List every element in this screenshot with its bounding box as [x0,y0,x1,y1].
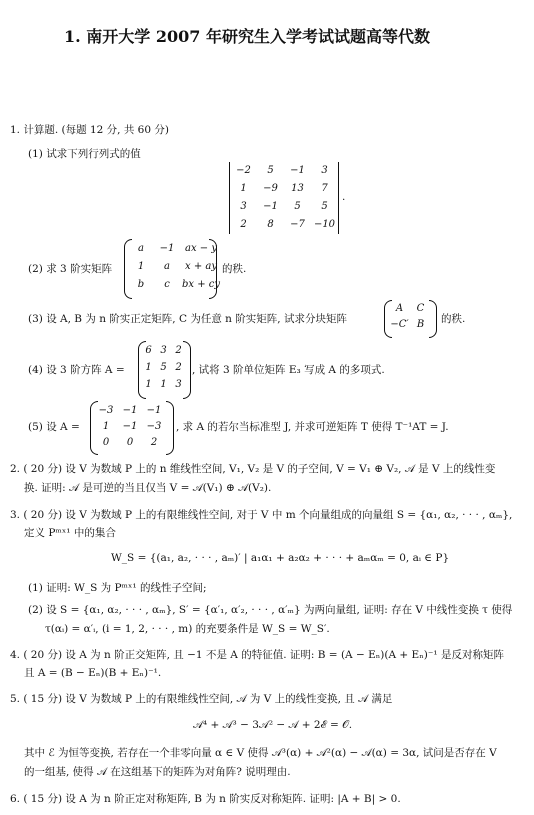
m4-cell: 3 [160,345,167,356]
m2-cell: c [164,279,170,290]
q1-p2-label: (2) 求 3 阶实矩阵 [28,263,113,275]
q4-line2: 且 A = (B − Eₙ)(B + Eₙ)⁻¹. [24,667,162,679]
det-cell: 3 [321,165,328,176]
q4-line1: 4. ( 20 分) 设 A 为 n 阶正交矩阵, 且 −1 不是 A 的特征值. 证明: B = (A − Eₙ)(A + Eₙ)⁻¹ 是反对称矩阵 [10,649,504,661]
m4-cell: 1 [160,379,167,390]
m2-cell: −1 [159,243,175,254]
m3-cell: B [416,319,425,330]
det-cell: −9 [263,183,278,194]
q1-p5-label: (5) 设 A = [28,421,80,433]
q1-p3-tail: 的秩. [441,313,466,325]
det-cell: 5 [294,201,301,212]
page-title: 1. 南开大学 2007 年研究生入学考试试题高等代数 [64,27,430,46]
q2-line2: 换. 证明: 𝒜 是可逆的当且仅当 V = 𝒜(V₁) ⊕ 𝒜(V₂). [24,482,272,494]
m5-cell: 1 [102,421,110,432]
q1-p4-tail: , 试将 3 阶单位矩阵 E₃ 写成 A 的多项式. [192,364,385,376]
m5-cell: −3 [146,421,162,432]
q6-line1: 6. ( 15 分) 设 A 为 n 阶正定对称矩阵, B 为 n 阶实反对称矩阵. 证明: |A + B| > 0. [10,793,401,805]
det-cell: 7 [321,183,328,194]
m4-cell: 2 [175,345,182,356]
m2-cell: b [137,279,145,290]
det-cell: −1 [263,201,278,212]
q5-formula: 𝒜⁴ + 𝒜³ − 3𝒜² − 𝒜 + 2ℰ = 𝒪. [193,719,353,731]
q1-p5-tail: , 求 A 的若尔当标准型 J, 并求可逆矩阵 T 使得 T⁻¹AT = J. [176,421,449,433]
m5-cell: 2 [150,437,158,448]
m4-cell: 6 [145,345,152,356]
q3-line1: 3. ( 20 分) 设 V 为数域 P 上的有限维线性空间, 对于 V 中 m 个向量组成的向量组 S = {α₁, α₂, · · · , αₘ}, [10,509,513,521]
q3-p1: (1) 证明: W_S 为 Pᵐˣ¹ 的线性子空间; [28,582,207,594]
det-right-bar [338,162,339,234]
q3-line2: 定义 Pᵐˣ¹ 中的集合 [24,527,116,539]
det-cell: 5 [267,165,274,176]
m2-cell: ax − y [185,243,217,254]
det-cell: −2 [236,165,251,176]
m5-cell: −1 [122,421,138,432]
q5-line2: 其中 ℰ 为恒等变换, 若存在一个非零向量 α ∈ V 使得 𝒜³(α) + 𝒜²(α) − 𝒜(α) = 3α, 试问是否存在 V [24,747,497,759]
m4-cell: 1 [145,379,152,390]
det-cell: 8 [267,219,274,230]
q3-p2b: τ(αᵢ) = α′ᵢ, (i = 1, 2, · · · , m) 的充要条件是 W_S = W_S′. [45,623,330,635]
det-cell: 1 [240,183,247,194]
q1-p1-label: (1) 试求下列行列式的值 [28,148,141,160]
m3-cell: C [416,303,425,314]
det-trail: . [342,191,346,203]
q1-header: 1. 计算题. (每题 12 分, 共 60 分) [10,124,169,136]
q3-p2a: (2) 设 S = {α₁, α₂, · · · , αₘ}, S′ = {α′₁, α′₂, · · · , α′ₘ} 为两向量组, 证明: 存在 V 中线性变换 τ 使得 [28,604,513,616]
m2-cell: 1 [137,261,145,272]
m5-cell: −3 [98,405,114,416]
det-cell: 5 [321,201,328,212]
m2-cell: a [164,261,170,272]
q5-line3: 的一组基, 使得 𝒜 在这组基下的矩阵为对角阵? 说明理由. [24,766,291,778]
m3-cell: A [395,303,404,314]
det-cell: −1 [290,165,305,176]
det-cell: 13 [291,183,304,194]
q1-p4-label: (4) 设 3 阶方阵 A = [28,364,125,376]
m2-cell: x + ay [185,261,217,272]
m4-cell: 2 [175,362,182,373]
m5-cell: 0 [102,437,110,448]
det-cell: 3 [240,201,247,212]
q3-formula: W_S = {(a₁, a₂, · · · , aₘ)′ | a₁α₁ + a₂α₂ + · · · + aₘαₘ = 0, aᵢ ∈ P} [111,552,450,564]
m3-cell: −C′ [390,319,409,330]
m5-cell: 0 [126,437,134,448]
m2-cell: a [138,243,144,254]
m5-cell: −1 [122,405,138,416]
q1-p3-label: (3) 设 A, B 为 n 阶实正定矩阵, C 为任意 n 阶实矩阵, 试求分块矩阵 [28,313,347,325]
paren-right [166,401,174,455]
m2-cell: bx + cy [181,279,221,290]
m5-cell: −1 [146,405,162,416]
det-cell: 2 [240,219,247,230]
q2-line1: 2. ( 20 分) 设 V 为数域 P 上的 n 维线性空间, V₁, V₂ 是 V 的子空间, V = V₁ ⊕ V₂, 𝒜 是 V 上的线性变 [10,463,496,475]
m4-cell: 3 [175,379,182,390]
q1-p2-tail: 的秩. [222,263,247,275]
det-cell: −7 [290,219,305,230]
q5-line1: 5. ( 15 分) 设 V 为数域 P 上的有限维线性空间, 𝒜 为 V 上的线性变换, 且 𝒜 满足 [10,693,393,705]
m4-cell: 5 [160,362,167,373]
m4-cell: 1 [145,362,152,373]
det-cell: −10 [313,219,336,230]
